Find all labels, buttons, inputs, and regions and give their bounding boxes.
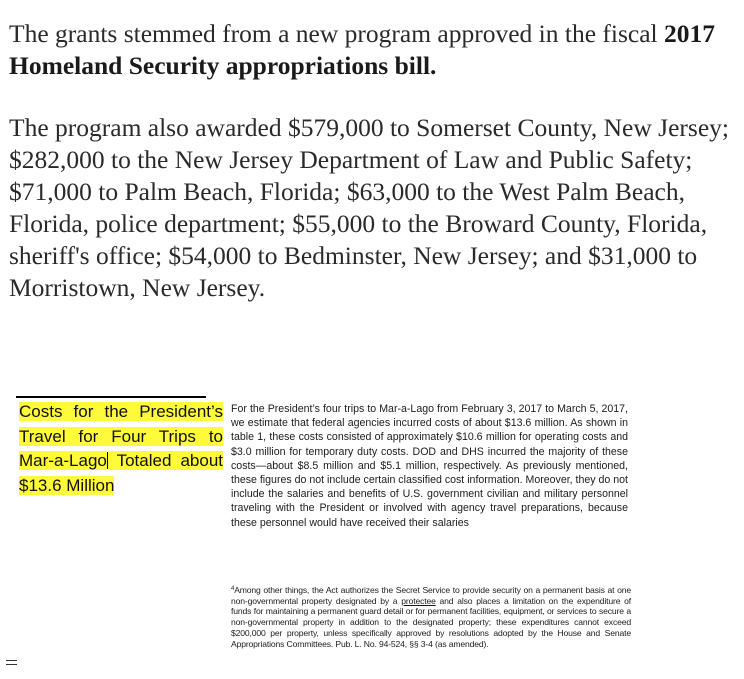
heading-rule bbox=[16, 396, 206, 398]
footnote-marker: 4 bbox=[231, 586, 235, 592]
footnote-underlined-word: protectee bbox=[401, 595, 436, 606]
footnote-text-part2: and also places a limitation on the expenditure of funds for maintaining a permanent guard detail or for permanent facilities, equipment, or services to secure a non-governmental property in addition to the designated property; these expenditures cannot exceed $200,000 per property, unless specifically approved by resolutions adopted by the House and Senate Appropriations Committees. Pub. L. No. 94-524, §§ 3-4 (as amended). bbox=[231, 595, 632, 649]
sidebar-heading bbox=[19, 400, 223, 498]
article-paragraph-grants bbox=[9, 18, 737, 82]
footnote-text-part1: Among other things, the Act authorizes the Secret Service to provide security on a permanent basis at one non-governmental property designated by a bbox=[231, 585, 631, 606]
footnote bbox=[231, 584, 631, 649]
report-body-paragraph: For the President’s four trips to Mar-a-Lago from February 3, 2017 to March 5, 2017, we estimate that federal agencies incurred costs of about $13.6 million. As shown in table 1, these costs consisted of approximately $10.6 million for operating costs and $3.0 million for temporary duty costs. DOD and DHS incurred the majority of these costs—about $8.5 million and $5.1 million, respectively. As previously mentioned, these figures do not include certain classified cost information. Moreover, they do not include the salaries and benefits of U.S. government civilian and military personnel traveling with the President or involved with agency travel preparations, because these personnel would have received their salaries bbox=[231, 403, 628, 529]
article-paragraph-awards: The program also awarded $579,000 to Somerset County, New Jersey; $282,000 to the New Jersey Department of Law and Public Safety; $71,000 to Palm Beach, Florida; $63,000 to the West Palm Beach, Florida, police department; $55,000 to the Broward County, Florida, sheriff's office; $54,000 to Bedminster, New Jersey; and $31,000 to Morristown, New Jersey. bbox=[9, 113, 729, 302]
appropriations-bill-bold: 2017 Homeland Security appropriations bill. bbox=[9, 19, 715, 80]
grants-sentence-text: The grants stemmed from a new program approved in the fiscal bbox=[9, 19, 664, 48]
gao-report-excerpt bbox=[0, 386, 744, 679]
double-rule-mark bbox=[6, 660, 17, 665]
heading-highlight-part2: Totaled about $13.6 Million bbox=[19, 451, 223, 495]
heading-highlight-part1: Costs for the President’s Travel for Four Trips to Mar-a-Lago bbox=[19, 402, 223, 470]
article-text bbox=[9, 18, 737, 334]
